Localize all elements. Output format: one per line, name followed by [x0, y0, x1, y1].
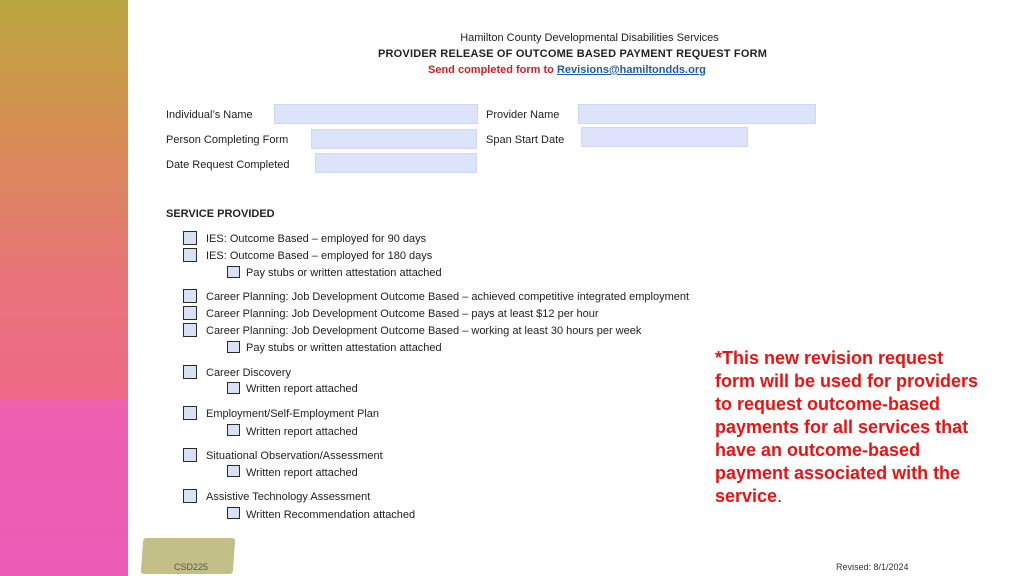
send-instruction	[428, 64, 706, 76]
date-request-label: Date Request Completed	[166, 159, 290, 171]
individual-name-field[interactable]	[274, 104, 478, 124]
option-label: Career Planning: Job Development Outcome Based – working at least 30 hours per week	[206, 325, 642, 337]
checkbox-ies-90[interactable]	[183, 231, 197, 245]
option-label: IES: Outcome Based – employed for 90 days	[206, 233, 427, 245]
checkbox-cd-report[interactable]	[227, 382, 240, 394]
revision-note	[715, 347, 985, 508]
option-label: Pay stubs or written attestation attached	[246, 342, 442, 354]
option-label: Written report attached	[246, 467, 358, 479]
provider-name-field[interactable]	[578, 104, 816, 124]
revision-note-period: .	[777, 486, 783, 506]
checkbox-cp-hours[interactable]	[183, 323, 197, 337]
checkbox-situational[interactable]	[183, 448, 197, 462]
checkbox-assistive-tech[interactable]	[183, 489, 197, 503]
option-label: Written report attached	[246, 426, 358, 438]
option-label: IES: Outcome Based – employed for 180 days	[206, 250, 433, 262]
option-label: Career Planning: Job Development Outcome Based – achieved competitive integrated employment	[206, 291, 690, 303]
revised-date: Revised: 8/1/2024	[836, 562, 909, 572]
option-label: Pay stubs or written attestation attached	[246, 267, 442, 279]
option-label: Employment/Self-Employment Plan	[206, 408, 380, 420]
checkbox-ies-paystubs[interactable]	[227, 266, 240, 278]
email-link[interactable]: Revisions@hamiltondds.org	[556, 64, 706, 76]
checkbox-cp-pay[interactable]	[183, 306, 197, 320]
option-label: Assistive Technology Assessment	[206, 491, 371, 503]
option-label: Written Recommendation attached	[246, 509, 416, 521]
section-title: SERVICE PROVIDED	[166, 208, 275, 220]
checkbox-ies-180[interactable]	[183, 248, 197, 262]
sidebar-lower-block	[0, 400, 128, 576]
person-completing-label: Person Completing Form	[166, 134, 289, 146]
date-request-field[interactable]	[315, 153, 477, 173]
option-label: Situational Observation/Assessment	[206, 450, 383, 462]
checkbox-career-discovery[interactable]	[183, 365, 197, 379]
option-label: Written report attached	[246, 383, 358, 395]
checkbox-cp-cie[interactable]	[183, 289, 197, 303]
provider-name-label: Provider Name	[486, 109, 560, 121]
checkbox-employment-plan[interactable]	[183, 406, 197, 420]
individual-name-label: Individual’s Name	[166, 109, 253, 121]
form-code: CSD225	[174, 562, 209, 572]
span-start-field[interactable]	[581, 127, 748, 147]
person-completing-field[interactable]	[311, 129, 477, 149]
checkbox-at-recommendation[interactable]	[227, 507, 240, 519]
span-start-label: Span Start Date	[486, 134, 565, 146]
revision-note-text: *This new revision request form will be used for providers to request outcome-based payments for all services that have an outcome-based payment associated with the service	[715, 348, 979, 506]
checkbox-cp-paystubs[interactable]	[227, 341, 240, 353]
decorative-sidebar	[0, 0, 128, 576]
organization-name: Hamilton County Developmental Disabilities Services	[460, 32, 719, 44]
form-title: PROVIDER RELEASE OF OUTCOME BASED PAYMENT REQUEST FORM	[378, 48, 768, 60]
checkbox-ep-report[interactable]	[227, 424, 240, 436]
checkbox-so-report[interactable]	[227, 465, 240, 477]
option-label: Career Discovery	[206, 367, 291, 379]
option-label: Career Planning: Job Development Outcome Based – pays at least $12 per hour	[206, 308, 599, 320]
send-prefix: Send completed form to	[428, 64, 557, 76]
